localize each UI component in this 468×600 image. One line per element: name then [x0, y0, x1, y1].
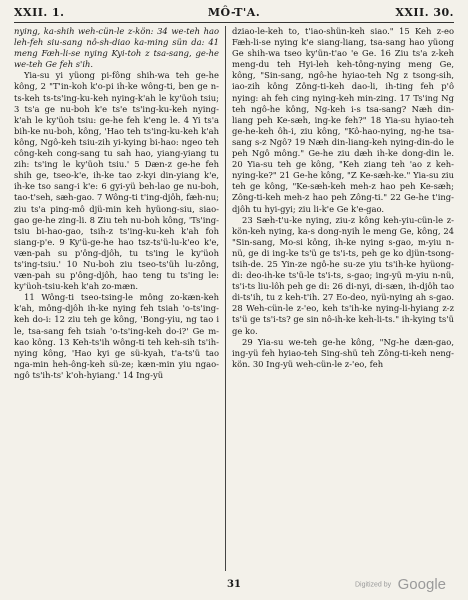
- watermark-prefix: Digitized by: [354, 581, 392, 589]
- left-column: [14, 26, 219, 574]
- header-book-title: MÔ-T'A.: [207, 6, 261, 19]
- header-right-ref: XXII. 30.: [395, 6, 454, 19]
- chapter-summary: nying, ka-shih weh-cün-le z-kön: 34 we-teh hao leh-feh siu-sang nô-sh-diao ka-ming sün da: 41 meng Fæh-li-se nying Kyi-toh z tsa-sang, ge-he we-teh Ge feh s'ih.: [14, 26, 219, 70]
- right-column: [232, 26, 454, 574]
- page-number: 31: [227, 579, 241, 590]
- right-paragraph-3: 29 Yia-su we-teh ge-he kông, "Ng-he dæn-gao, ing-yü feh hyiao-teh Sing-shü teh Zông-ti-keh neng-kön. 30 Ing-yü weh-cün-le z-'eo, feh: [232, 336, 454, 369]
- left-paragraph-2: 11 Wông-ti tseo-tsing-le mông zo-kæn-keh k'ah, mông-djôh ih-ke nying feh tsiah 'o-ts'ing-keh do-i: 12 ziu teh ge kông, 'Bong-yiu, ng tao i le, tsa-sang feh tsiah 'o-ts'ing-keh do-i?' Ge m-kao kông. 13 Keh-ts'ih wông-ti teh keh-sih ts'ih-nying kông, 'Hao kyi ge sü-kyah, t'a-ts'ü tao nga-min heh-ông-keh sü-ze; kæn-min yiu ngao-ngô ts'ih-ts' k'oh-hyiang.' 14 Ing-yü: [14, 292, 219, 380]
- watermark-brand: Google: [397, 576, 446, 594]
- column-divider: [225, 26, 226, 571]
- running-head: [14, 6, 454, 22]
- right-paragraph-1: dziao-le-keh to, t'iao-shün-keh siao." 15 Keh z-eo Fæh-li-se nying k'e siang-liang, tsa-sang hao yüong Ge shih-wa tseo ky'ün-t'ao 'e Ge. 16 Ziu ts'a z-keh meng-du teh Hyi-leh keh-tông-nying meng Ge, kông, "Sin-sang, ngô-he hyiao-teh Ng z tsong-sih, iao-zih kông Zông-ti-keh dao-li, ih-ting feh p'ô nying: ah feh cing nying-keh min-zing. 17 Ts'ing Ng teh ngô-he kông, Ng-keh i-s tsa-sang? Næh din-liang peh Ke-sæh, ing-ke feh?" 18 Yia-su hyiao-teh ge-he-keh ôh-i, ziu kông, "Kô-hao-nying, ng-he tsa-sang s-z Ngô? 19 Næh din-liang-keh nying-din-do le peh Ngô mông." Ge-he ziu dæh ih-ke dong-din le. 20 Yia-su teh ge kông, "Keh ziang teh 'ao z keh-nying-ke?" 21 Ge-he kông, "Z Ke-sæh-ke." Yia-su ziu teh ge kông, "Ke-sæh-keh meh-z hao peh Ke-sæh; Zông-ti-keh meh-z hao peh Zông-ti." 22 Ge-he t'ing-djôh tu hyi-gyi; ziu li-k'e Ge k'e-gao.: [232, 26, 454, 214]
- right-paragraph-2: 23 Sæh-t'u-ke nying, ziu-z kông keh-yiu-cün-le z-kön-keh nying, ka-s dong-nyih le meng Ge, kông, 24 "Sin-sang, Mo-si kông, ih-ke nying s-gao, m-yiu n-nü, ge di ing-ke ts'ü ge ts'i-ts, peh ge ko djün-tsong-tsih-de. 25 Yin-ze ngô-he su-ze yiu ts'ih-ke hyüong-di: deo-ih-ke ts'ü-le ts'i-ts, s-gao; ing-yü m-yiu n-nü, ts'i-ts liu-lôh peh ge di: 26 di-nyi, di-sæn, ih-djôh tao di-ts'ih, tu z keh-t'ih. 27 Eo-deo, nyü-nying ah s-gao. 28 Weh-cün-le z-'eo, keh ts'ih-ke nying-li-hyiang z-z ts'ü ge ts'i-ts? ge sin nô-ih-ke keh-li-ts." ih-kying ts'ü ge ko.: [232, 214, 454, 336]
- digitized-watermark: [355, 576, 446, 594]
- left-paragraph-1: Yia-su yi yüong pi-fông shih-wa teh ge-he kông, 2 "T'in-koh k'o-pi ih-ke wông-ti, ben ge n-ts-keh ts-ts'ing-ku-keh nying-k'ah le ky'üoh tsiu; 3 ts'a ge nu-boh k'e ts'e ts'ing-ku-keh nying-k'ah le ky'üoh tsiu: ge-he feh k'eng le. 4 Yi ts'a bih-ke nu-boh, kông, 'Hao teh ts'ing-ku-keh k'ah kông, Ngô-keh tsiu-zih yi-kying bi-hao: ngeo teh công-keh cong-sang tu sah hao, yiang-yiang tu zih: ts'ing le ky'üoh tsiu.' 5 Dæn-z ge-he feh shih ge, tseo-k'e, ih-ke tao z-kyi din-yiang k'e, ih-ke tso sang-i k'e: 6 gyi-yü beh-lao ge nu-boh, tao-t'seh, sæh-gao. 7 Wông-ti t'ing-djôh, fæh-nu; ziu ts'a ping-mô djü-min keh hyüong-siu, siao-gao ge-he zing-li. 8 Ziu teh nu-boh kông, 'Ts'ing-tsiu bi-hao-gao, tsih-z ts'ing-ku-keh k'ah foh siang-p'e. 9 Ky'ü-ge-he hao tsz-ts'ü-lu-k'eo k'e, væn-pah su p'ông-djôh, tu ts'ing le ky'üoh ts'ing-tsiu.' 10 Nu-boh ziu tseo-ts'üh lu-zông, væn-pah su p'ông-djôh, hao teng tu ts'ing le: ky'üoh-tsiu-keh k'ah zo-mæn.: [14, 70, 219, 292]
- header-rule: [14, 22, 454, 23]
- header-left-ref: XXII. 1.: [14, 6, 65, 19]
